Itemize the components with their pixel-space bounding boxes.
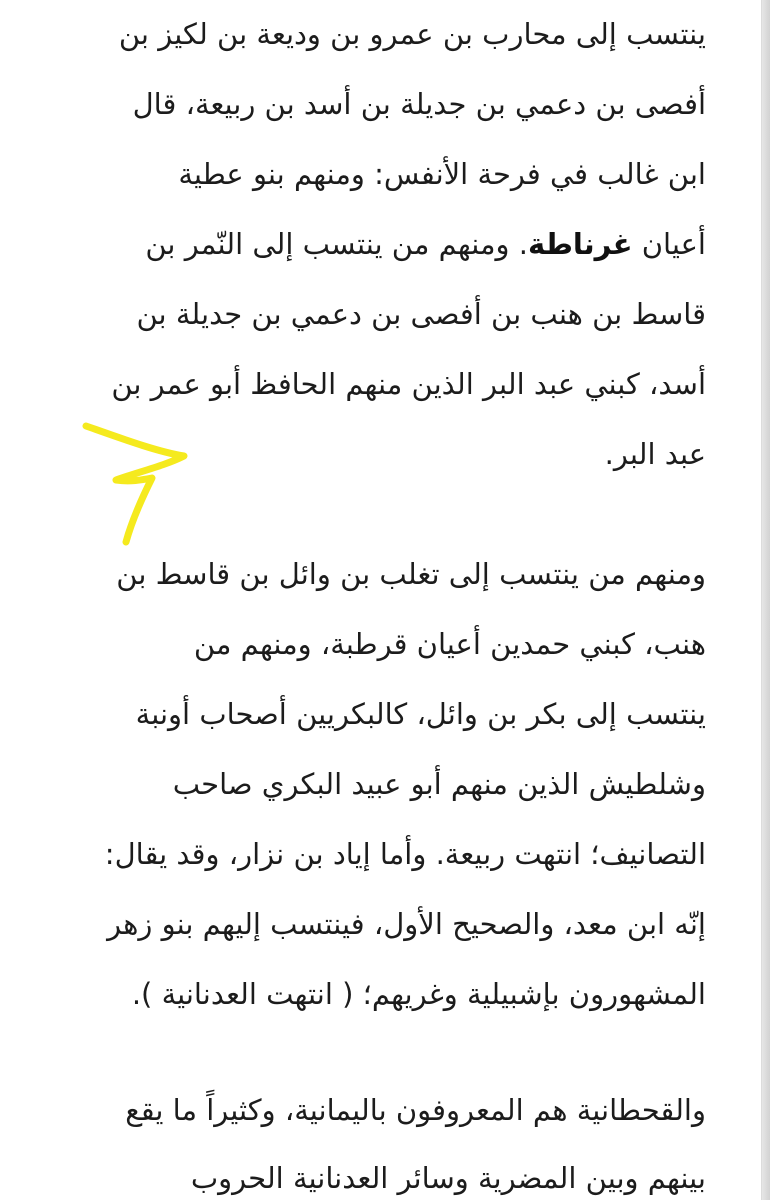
text-line: التصانيف؛ انتهت ربيعة. وأما إياد بن نزار، وقد يقال:: [104, 837, 706, 871]
text-line: عبد البر.: [604, 437, 706, 471]
text-line: هنب، كبني حمدين أعيان قرطبة، ومنهم من: [193, 627, 706, 661]
text-line: والقحطانية هم المعروفون باليمانية، وكثيراً ما يقع: [125, 1093, 706, 1127]
text-line: قاسط بن هنب بن أفصى بن دعمي بن جديلة بن: [136, 297, 706, 331]
text-line: ابن غالب في فرحة الأنفس: ومنهم بنو عطية: [178, 157, 706, 191]
handwritten-seven-annotation: [80, 408, 200, 548]
bold-place-name: غرناطة: [528, 227, 633, 261]
text-line: أسد، كبني عبد البر الذين منهم الحافظ أبو عمر بن: [111, 367, 706, 401]
text-line: ومنهم من ينتسب إلى تغلب بن وائل بن قاسط بن: [116, 557, 706, 591]
text-line: [0, 224, 706, 264]
page-edge: [761, 0, 770, 1200]
text-line: المشهورون بإشبيلية وغريهم؛ ( انتهت العدنانية ).: [131, 977, 706, 1011]
text-line: ينتسب إلى بكر بن وائل، كالبكريين أصحاب أونبة: [135, 697, 706, 731]
text-span: أعيان: [632, 227, 706, 261]
text-span: . ومنهم من ينتسب إلى النّمر بن: [145, 227, 528, 261]
text-line: وشلطيش الذين منهم أبو عبيد البكري صاحب: [172, 767, 706, 801]
text-line: بينهم وبين المضرية وسائر العدنانية الحروب: [190, 1161, 706, 1195]
text-line: أفصى بن دعمي بن جديلة بن أسد بن ربيعة، قال: [132, 87, 706, 121]
text-line: ينتسب إلى محارب بن عمرو بن وديعة بن لكيز بن: [118, 17, 706, 51]
text-line: إنّه ابن معد، والصحيح الأول، فينتسب إليهم بنو زهر: [107, 907, 706, 941]
